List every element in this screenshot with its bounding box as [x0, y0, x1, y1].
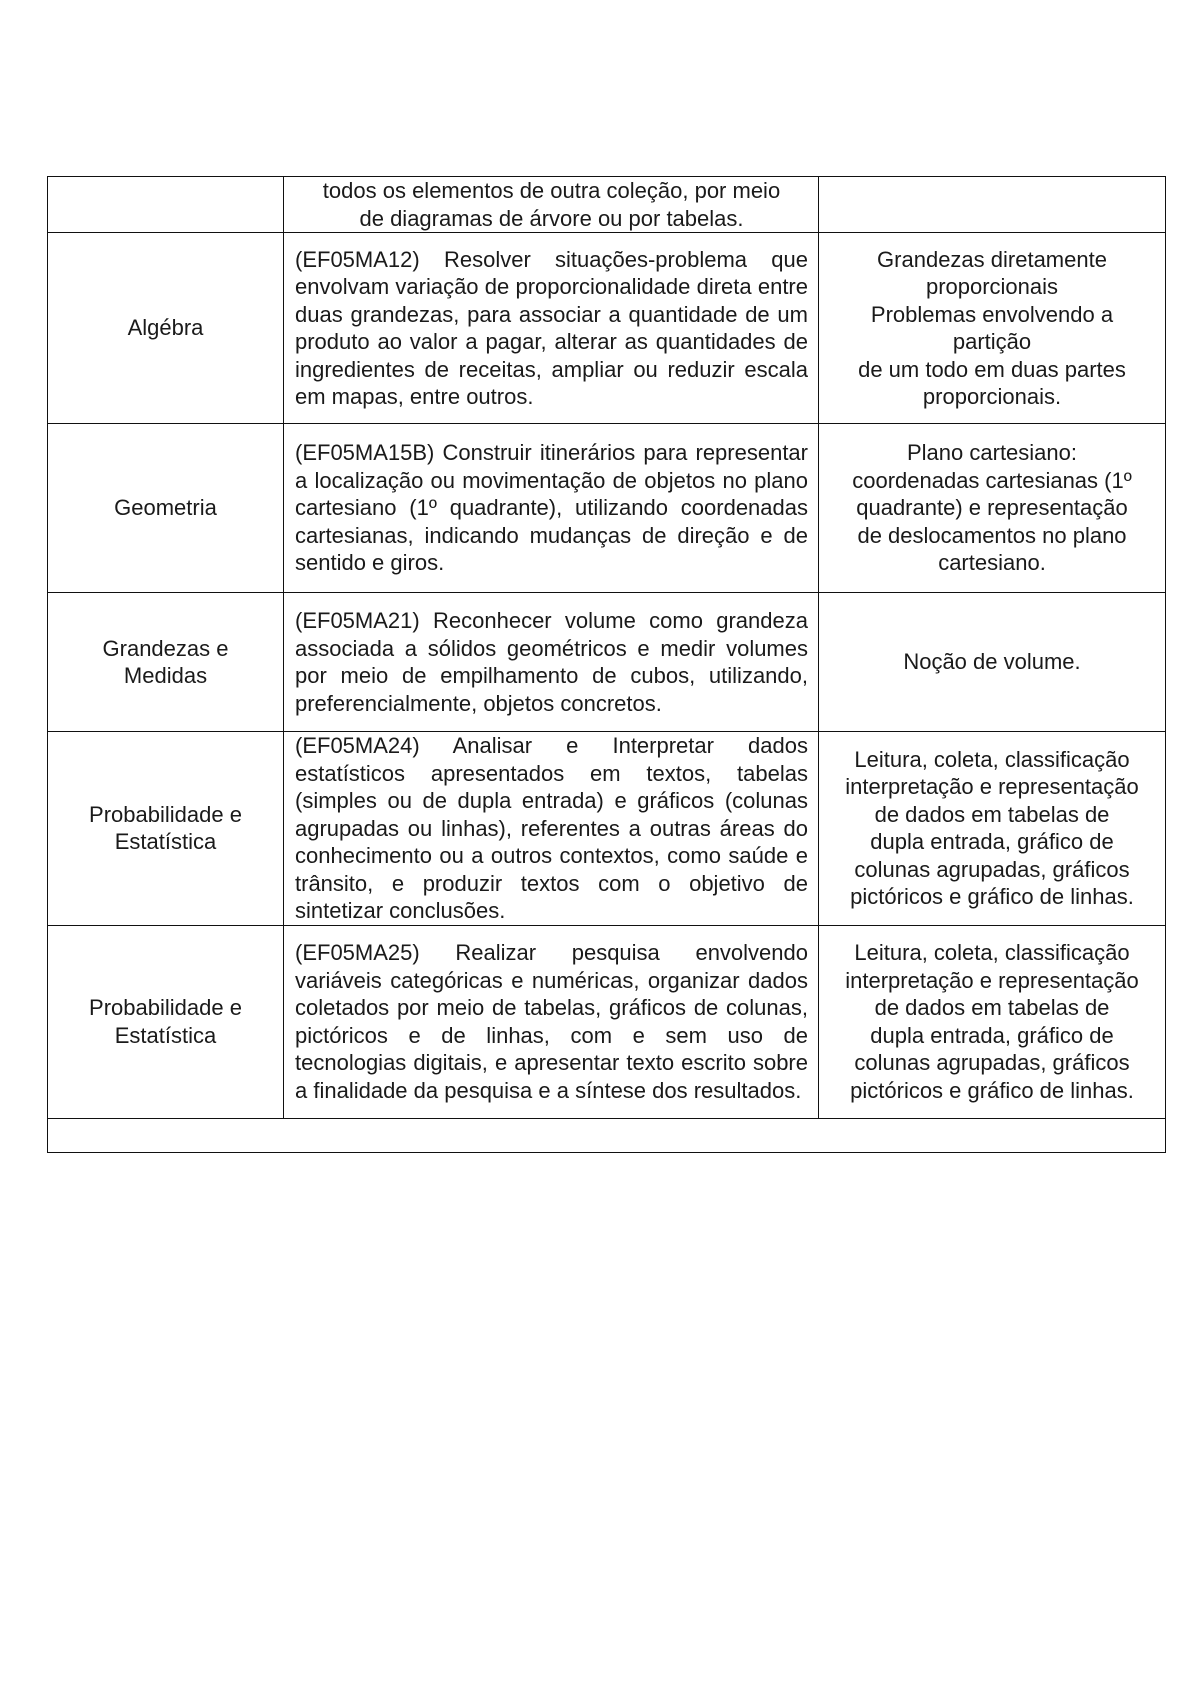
skill-cell: (EF05MA15B) Construir itinerários para representar a localização ou movimentação de objetos no plano cartesiano (1º quadrante), utilizando coordenadas cartesianas, indicando mudanças de direção e de sentido e giros.	[284, 424, 819, 593]
objects-cell	[819, 233, 1166, 424]
objects-line: partição	[952, 329, 1032, 354]
table-row	[48, 732, 1166, 926]
objects-cell	[819, 177, 1166, 233]
skill-cell: (EF05MA24) Analisar e Interpretar dados estatísticos apresentados em textos, tabelas (simples ou de dupla entrada) e gráficos (colunas agrupadas ou linhas), referentes a outras áreas do conhecimento ou a outros contextos, como saúde e trânsito, e produzir textos com o objetivo de sintetizar conclusões.	[284, 732, 819, 926]
objects-line: Problemas envolvendo a	[870, 301, 1114, 327]
skill-cell: (EF05MA25) Realizar pesquisa envolvendo variáveis categóricas e numéricas, organizar dados coletados por meio de tabelas, gráficos de colunas, pictóricos e de linhas, com e sem uso de tecnologias digitais, e apresentar texto escrito sobre a finalidade da pesquisa e a síntese dos resultados.	[284, 925, 819, 1118]
area-cell	[48, 732, 284, 926]
area-label: Estatística	[114, 829, 217, 855]
objects-line: interpretação e representação	[845, 774, 1139, 800]
skill-cell	[284, 177, 819, 233]
area-cell	[48, 424, 284, 593]
area-cell	[48, 925, 284, 1118]
empty-cell	[48, 1118, 1166, 1152]
objects-line: Leitura, coleta, classificação	[854, 940, 1130, 965]
area-label: Grandezas e	[102, 635, 229, 661]
table-row-empty	[48, 1118, 1166, 1152]
objects-line: pictóricos e gráfico de linhas.	[850, 1077, 1134, 1103]
area-label: Estatística	[114, 1022, 217, 1048]
skill-line: todos os elementos de outra coleção, por meio	[322, 178, 781, 203]
objects-line: proporcionais.	[922, 384, 1062, 409]
area-label: Probabilidade e	[89, 801, 242, 827]
objects-line: colunas agrupadas, gráficos	[854, 856, 1130, 882]
objects-cell	[819, 925, 1166, 1118]
area-cell	[48, 177, 284, 233]
table-row	[48, 177, 1166, 233]
objects-line: pictóricos e gráfico de linhas.	[850, 884, 1134, 910]
area-label: Geometria	[114, 495, 217, 521]
table-row	[48, 424, 1166, 593]
area-label: Medidas	[123, 663, 208, 688]
objects-line: de um todo em duas partes	[858, 356, 1126, 382]
objects-line: Plano cartesiano:	[907, 440, 1077, 466]
area-cell	[48, 593, 284, 732]
objects-line: de dados em tabelas de	[874, 801, 1110, 827]
skill-line: de diagramas de árvore ou por tabelas.	[359, 205, 744, 231]
objects-line: colunas agrupadas, gráficos	[854, 1050, 1130, 1075]
curriculum-table	[47, 176, 1166, 1153]
objects-line: interpretação e representação	[845, 967, 1139, 993]
objects-line: Noção de volume.	[903, 649, 1081, 675]
objects-line: dupla entrada, gráfico de	[870, 1022, 1114, 1048]
area-label: Algébra	[127, 315, 204, 341]
area-label: Probabilidade e	[89, 995, 242, 1020]
objects-line: de deslocamentos no plano	[857, 522, 1127, 548]
objects-line: dupla entrada, gráfico de	[870, 829, 1114, 855]
table-row	[48, 233, 1166, 424]
objects-cell	[819, 593, 1166, 732]
skill-cell: (EF05MA12) Resolver situações-problema que envolvam variação de proporcionalidade direta entre duas grandezas, para associar a quantidade de um produto ao valor a pagar, alterar as quantidades de ingredientes de receitas, ampliar ou reduzir escala em mapas, entre outros.	[284, 233, 819, 424]
objects-line: quadrante) e representação	[856, 495, 1128, 521]
objects-line: Grandezas diretamente	[877, 246, 1107, 272]
table-row	[48, 925, 1166, 1118]
objects-line: proporcionais	[925, 274, 1059, 299]
objects-cell	[819, 732, 1166, 926]
objects-line: de dados em tabelas de	[874, 995, 1110, 1020]
objects-line: cartesiano.	[938, 550, 1046, 576]
objects-line: coordenadas cartesianas (1º	[852, 467, 1132, 493]
objects-cell	[819, 424, 1166, 593]
objects-line: Leitura, coleta, classificação	[854, 746, 1130, 772]
skill-cell: (EF05MA21) Reconhecer volume como grandeza associada a sólidos geométricos e medir volumes por meio de empilhamento de cubos, utilizando, preferencialmente, objetos concretos.	[284, 593, 819, 732]
area-cell	[48, 233, 284, 424]
table-row	[48, 593, 1166, 732]
